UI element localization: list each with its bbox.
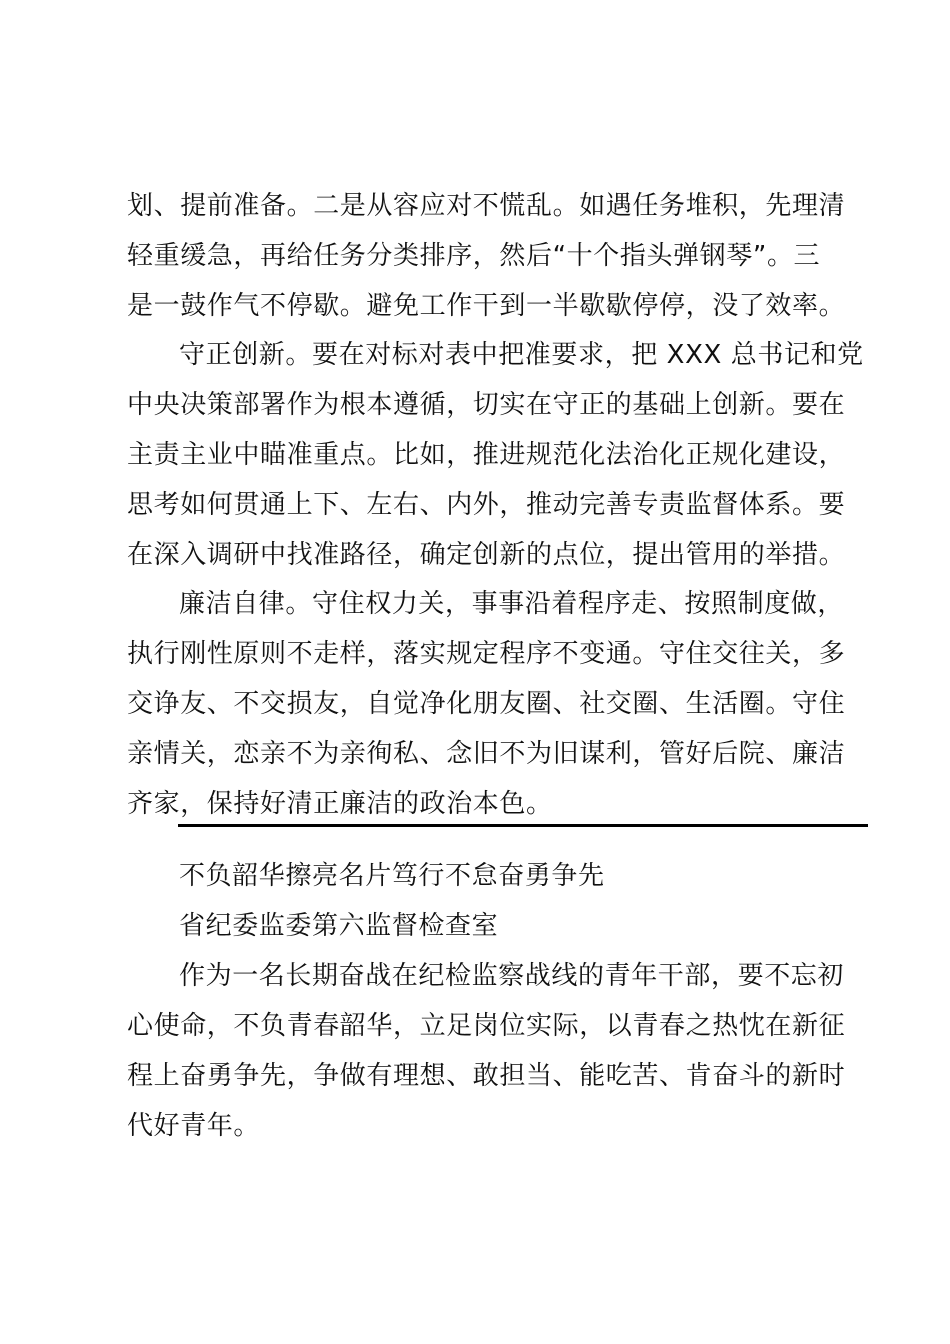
article-title: 不负韶华擦亮名片笃行不怠奋勇争先 xyxy=(179,861,605,891)
text-line: 亲情关，恋亲不为亲徇私、念旧不为旧谋利，管好后院、廉洁 xyxy=(127,739,846,769)
paragraph-integrity xyxy=(127,579,846,829)
text-line: 划、提前准备。二是从容应对不慌乱。如遇任务堆积，先理清 xyxy=(127,191,846,221)
text-line: 程上奋勇争先，争做有理想、敢担当、能吃苦、肯奋斗的新时 xyxy=(127,1061,846,1091)
text-line: 思考如何贯通上下、左右、内外，推动完善专责监督体系。要 xyxy=(127,490,846,520)
text-line: 心使命，不负青春韶华，立足岗位实际，以青春之热忱在新征 xyxy=(127,1011,846,1041)
paragraph-youth xyxy=(127,951,846,1151)
text-line: 中央决策部署作为根本遵循，切实在守正的基础上创新。要在 xyxy=(127,390,846,420)
paragraph-innovation xyxy=(127,330,864,580)
text-line: 轻重缓急，再给任务分类排序，然后“十个指头弹钢琴”。三 xyxy=(127,241,821,271)
text-line: 守正创新。要在对标对表中把准要求，把 XXX 总书记和党 xyxy=(179,340,864,370)
paragraph-continued xyxy=(127,181,846,331)
text-line: 执行刚性原则不走样，落实规定程序不变通。守住交往关，多 xyxy=(127,639,846,669)
text-line: 在深入调研中找准路径，确定创新的点位，提出管用的举措。 xyxy=(127,540,846,570)
article-author: 省纪委监委第六监督检查室 xyxy=(179,911,499,941)
text-line: 作为一名长期奋战在纪检监察战线的青年干部，要不忘初 xyxy=(179,961,845,991)
text-line: 代好青年。 xyxy=(127,1111,261,1141)
text-line: 是一鼓作气不停歇。避免工作干到一半歇歇停停，没了效率。 xyxy=(127,291,846,321)
text-line: 廉洁自律。守住权力关，事事沿着程序走、按照制度做， xyxy=(179,589,845,619)
text-line: 主责主业中瞄准重点。比如，推进规范化法治化正规化建设， xyxy=(127,440,846,470)
article-header xyxy=(127,851,837,951)
text-line: 交诤友、不交损友，自觉净化朋友圈、社交圈、生活圈。守住 xyxy=(127,689,846,719)
section-divider xyxy=(178,824,868,827)
text-line: 齐家，保持好清正廉洁的政治本色。 xyxy=(127,789,553,819)
